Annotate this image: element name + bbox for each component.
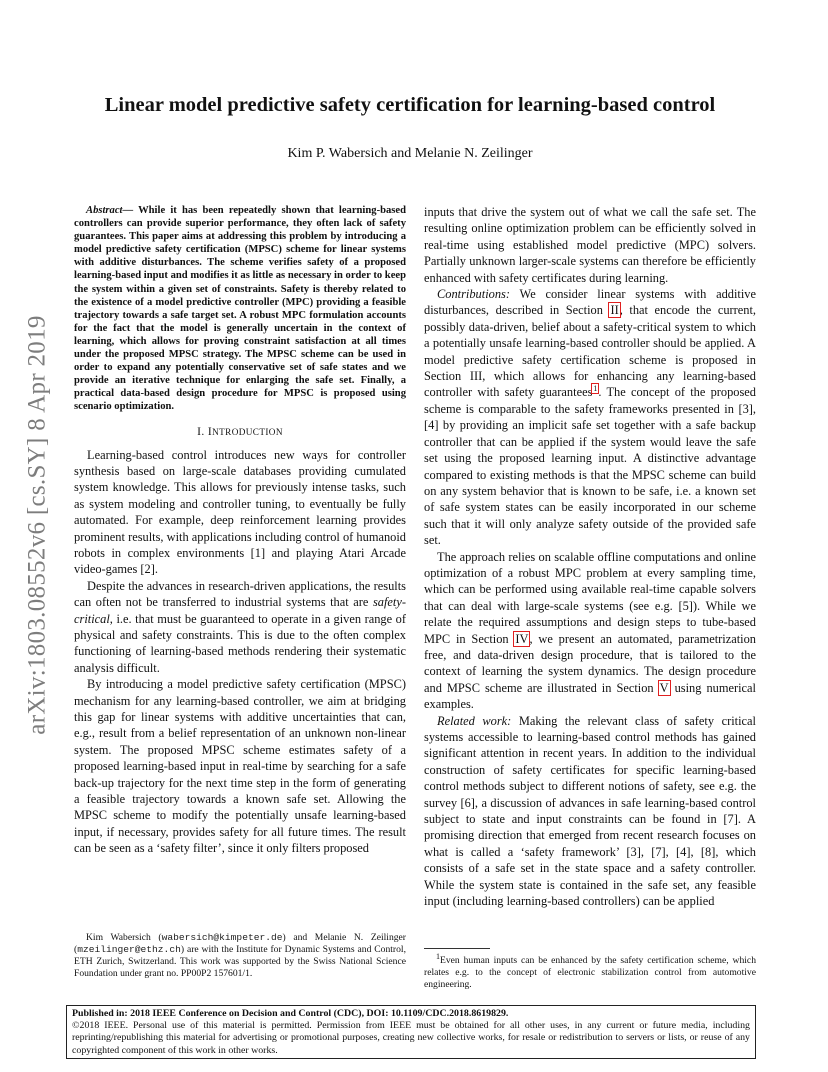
abstract-text: — While it has been repeatedly shown that learning-based controllers can provide superior performance, they often lack of safety guarantees. This paper aims at addressing this problem by introducing a model predictive safety certification (MPSC) scheme for linear systems with additive disturbances. The scheme verifies safety of a proposed learning-based input and modifies it as little as necessary in order to keep the system within a given set of constraints. Safety is thereby related to the existence of a model predictive controller (MPC) providing a feasible trajectory towards a safe target set. A robust MPC formulation accounts for the fact that the model is generally uncertain in the context of learning, which allows for proving constraint satisfaction at all times under the proposed MPSC strategy. The MPSC scheme can be used in order to expand any potentially conservative set of safe states and we provide an iterative technique for enlarging the safe set. Finally, a practical data-based design procedure for MPSC is proposed using scenario optimization. [74, 205, 406, 413]
right-column [424, 204, 756, 909]
paper-title: Linear model predictive safety certification for learning-based control [104, 94, 716, 116]
section-ref-link[interactable]: IV [515, 631, 529, 646]
footnote-1: $^1$Even human inputs can be enhanced by the safety certification scheme, which relates e.g. to the concept of electronic stabilization control from automotive engineering. [424, 951, 756, 990]
abstract-label: Abstract [86, 205, 123, 216]
published-in-line: Published in: 2018 IEEE Conference on Decision and Control (CDC), DOI: 10.1109/CDC.2018.8619829. [72, 1008, 509, 1019]
footnote-ref-link[interactable]: 1 [593, 384, 598, 394]
footnote-divider [424, 948, 490, 949]
related-work-label: Related work: [437, 713, 512, 728]
publication-notice-box [66, 1005, 756, 1059]
contributions-paragraph: Contributions: We consider linear systems with additive disturbances, described in Section II, that encode the current, possibly data-driven, belief about a safety-critical system to which a potentially unsafe learning-based controller should be applied. A model predictive safety certification scheme is proposed in Section III, which allows for enhancing any learning-based controller with safety guarantees$^1$. The concept of the proposed scheme is comparable to the safety frameworks presented in [3], [4] by providing an implicit safe set together with a safe backup controller that can be applied if the system would leave the safe set using the proposed learning input. A distinctive advantage compared to existing methods is that the MPSC scheme can build on any system behavior that is known to be safe, i.e. a known set of safe system states can be easily incorporated in our scheme such that it will only analyze safety outside of the provided safe set. [424, 287, 756, 548]
intro-paragraph-4: inputs that drive the system out of what we call the safe set. The resulting online optimization problem can be efficiently solved in real-time using established model predictive (MPC) solvers. Partially unknown larger-scale systems can therefore be efficiently enhanced with safety certificates during learning. [424, 205, 756, 285]
abstract [74, 204, 406, 414]
author-affiliation-footnote: Kim Wabersich (wabersich@kimpeter.de) and Melanie N. Zeilinger (mzeilinger@ethz.ch) are with the Institute for Dynamic Systems and Control, ETH Zurich, Switzerland. This work was supported by the Swiss National Science Foundation under grant no. PP00P2 157601/1. [74, 932, 406, 979]
intro-paragraph-3: By introducing a model predictive safety certification (MPSC) mechanism for any learning-based controller, we aim at bridging this gap for linear systems with additive uncertainties that can, e.g., result from a belief representation of an unknown non-linear system. The proposed MPSC scheme estimates safety of a proposed learning-based input in real-time by searching for a safe back-up trajectory for the next time step in the form of generating a feasible trajectory towards a known safe set. Allowing the MPSC scheme to modify the potentially unsafe learning-based input, if necessary, provides safety for all future times. The result can be seen as a ‘safety filter’, since it only filters proposed [74, 677, 406, 856]
contributions-label: Contributions: [437, 287, 510, 302]
arxiv-watermark [18, 255, 58, 795]
copyright-notice: ©2018 IEEE. Personal use of this material is permitted. Permission from IEEE must be obtained for all other uses, in any current or future media, including reprinting/republishing this material for advertising or promotional purposes, creating new collective works, for resale or redistribution to servers or lists, or reuse of any copyrighted component of this work in other works. [72, 1020, 750, 1056]
approach-paragraph: The approach relies on scalable offline computations and online optimization of a robust MPC problem at every sampling time, which can be performed using available real-time capable solvers that can deal with large-scale systems (see e.g. [5]). While we relate the required assumptions and design steps to tube-based MPC in Section IV, we present an automated, parametrization free, and data-driven design procedure, that is tailored to the context of learning the system dynamics. The design procedure and MPSC scheme are illustrated in Section V using numerical examples. [424, 549, 756, 712]
intro-paragraph-1: Learning-based control introduces new ways for controller synthesis based on large-scale databases providing cumulated system knowledge. This allows for previously intense tasks, such as system modeling and controller tuning, to eventually be fully automated. For example, deep reinforcement learning provides prominent results, with applications including control of humanoid robots in complex environments [1] and playing Atari Arcade video-games [2]. [74, 447, 406, 577]
arxiv-id: arXiv:1803.08552v6 [cs.SY] 8 Apr 2019 [24, 315, 51, 735]
intro-paragraph-2: Despite the advances in research-driven applications, the results can often not be transferred to industrial systems that are safety-critical, i.e. that must be guaranteed to operate in a given range of physical and safety constraints. This is due to the often complex functioning of learning-based methods rendering their systematic analysis difficult. [74, 578, 406, 675]
left-column [74, 204, 406, 857]
section-ref-link[interactable]: V [659, 680, 669, 695]
email-link[interactable]: wabersich@kimpeter.de [161, 932, 283, 943]
email-link[interactable]: mzeilinger@ethz.ch [77, 944, 181, 955]
section-ref-link[interactable]: II [610, 303, 619, 318]
section-heading-introduction: I. INTRODUCTION [197, 425, 283, 438]
paper-authors: Kim P. Wabersich and Melanie N. Zeilinger [287, 146, 533, 161]
related-work-paragraph: Related work: Making the relevant class of safety critical systems accessible to learning-based control methods has gained significant attention in recent years. In addition to the individual construction of safety certificates for specific learning-based control methods subject to different notions of safety, see e.g. the survey [6], a discussion of advances in safe learning-based control subject to state and input constraints can be found in [7]. A promising direction that emerged from recent research focuses on what is called a ‘safety framework’ [3], [7], [4], [8], which consists of a safe set in the state space and a safety controller. While the system state is contained in the safe set, any feasible input (including learning-based controllers) can be applied [424, 713, 756, 909]
